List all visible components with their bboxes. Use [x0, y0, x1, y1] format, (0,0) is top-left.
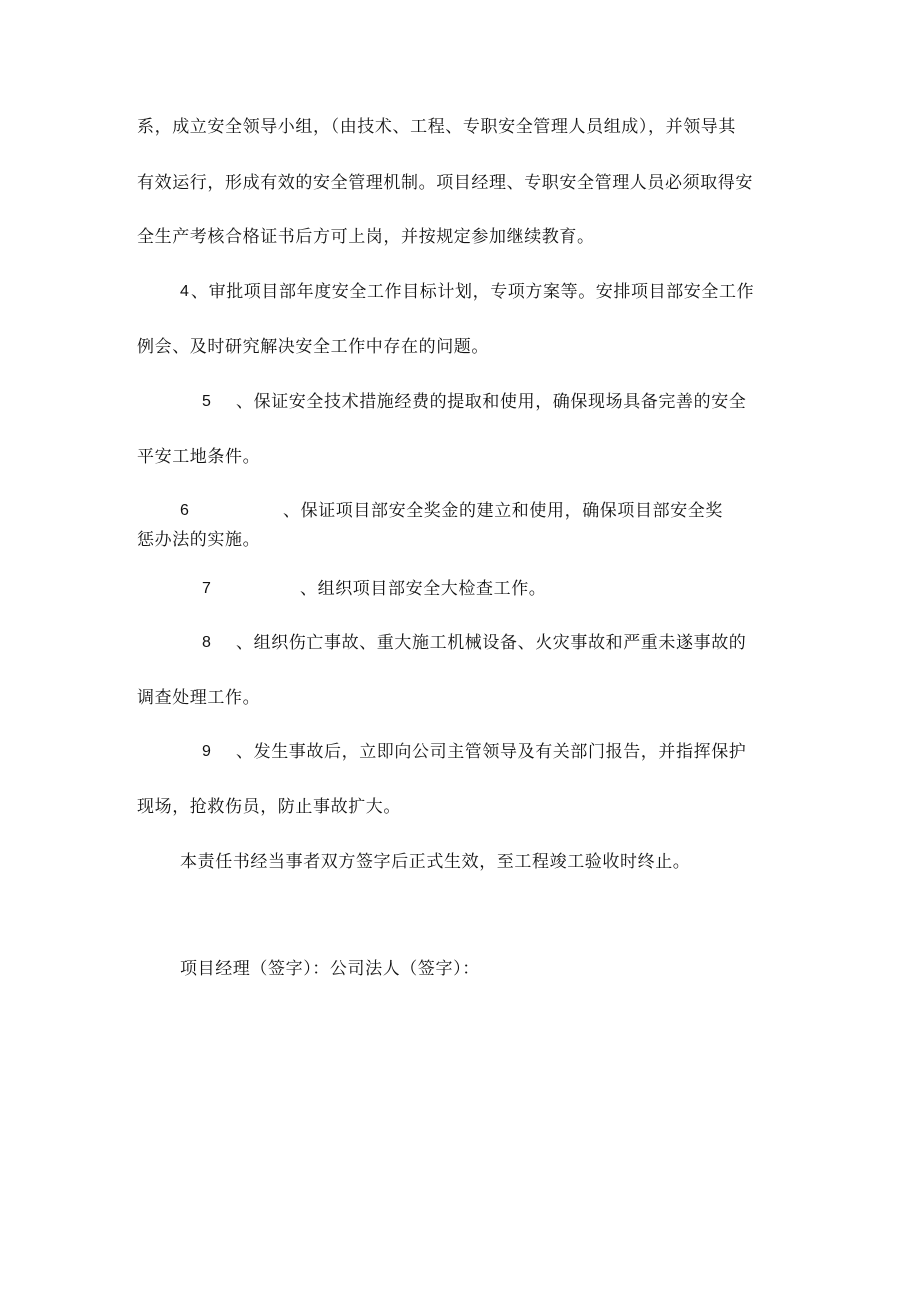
item-number: 4 — [180, 283, 189, 300]
item-number: 7 — [202, 580, 211, 597]
item-number: 5 — [202, 393, 211, 410]
paragraph-line: 、发生事故后，立即向公司主管领导及有关部门报告，并指挥保护 — [236, 742, 747, 762]
paragraph-line: 、保证安全技术措施经费的提取和使用，确保现场具备完善的安全 — [236, 392, 747, 412]
paragraph-line: 调查处理工作。 — [137, 688, 261, 708]
item-number: 8 — [202, 634, 211, 651]
paragraph-line: 平安工地条件。 — [137, 447, 261, 467]
paragraph-line: 、组织伤亡事故、重大施工机械设备、火灾事故和严重未遂事故的 — [236, 633, 747, 653]
item-number: 9 — [202, 743, 211, 760]
paragraph-line: 、审批项目部年度安全工作目标计划，专项方案等。安排项目部安全工作 — [191, 282, 755, 302]
paragraph-line: 全生产考核合格证书后方可上岗，并按规定参加继续教育。 — [137, 227, 595, 247]
item-number: 6 — [180, 502, 189, 519]
paragraph-line: 例会、及时研究解决安全工作中存在的问题。 — [137, 337, 489, 357]
paragraph-line: 有效运行，形成有效的安全管理机制。项目经理、专职安全管理人员必须取得安 — [137, 173, 753, 193]
paragraph-line: 系，成立安全领导小组，（由技术、工程、专职安全管理人员组成），并领导其 — [137, 117, 736, 137]
paragraph-line: 惩办法的实施。 — [137, 530, 261, 550]
signature-line: 项目经理（签字）：公司法人（签字）： — [180, 959, 480, 979]
paragraph-line: 、组织项目部安全大检查工作。 — [300, 579, 547, 599]
paragraph-line: 、保证项目部安全奖金的建立和使用，确保项目部安全奖 — [283, 501, 723, 521]
closing-statement: 本责任书经当事者双方签字后正式生效，至工程竣工验收时终止。 — [180, 852, 691, 872]
paragraph-line: 现场，抢救伤员，防止事故扩大。 — [137, 797, 401, 817]
